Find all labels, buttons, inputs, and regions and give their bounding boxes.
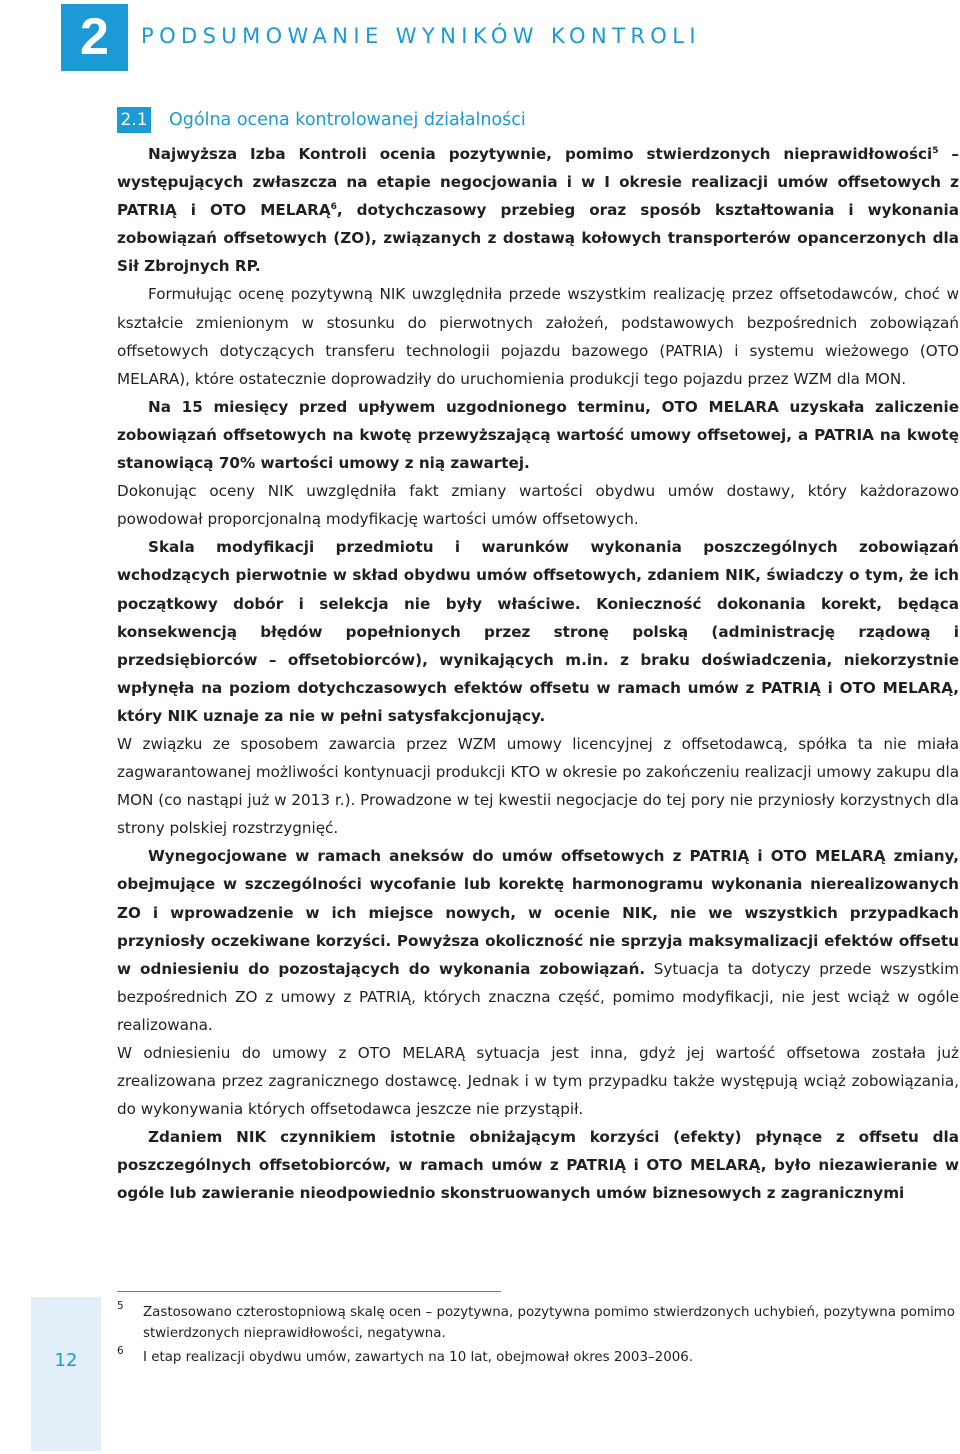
footnote-text: I etap realizacji obydwu umów, zawartych na 10 lat, obejmował okres 2003–2006. <box>143 1350 694 1365</box>
footnote-ref-6[interactable]: 6 <box>330 202 337 213</box>
footnote-mark: 6 <box>117 1345 124 1357</box>
paragraph-3: Na 15 miesięcy przed upływem uzgodnionego terminu, OTO MELARA uzyskała zaliczenie zobowiązań offsetowych na kwotę przewyższającą wartość umowy offsetowej, a PATRIA na kwotę stanowiącą 70% wartości umowy z nią zawartej. <box>117 397 959 473</box>
paragraph-5: Skala modyfikacji przedmiotu i warunków wykonania poszczególnych zobowiązań wchodzących pierwotnie w skład obydwu umów offsetowych, zdaniem NIK, świadczy o tym, że ich początkowy dobór i selekcja nie były właściwe. Konieczność dokonania korekt, będąca konsekwencją błędów popełnionych przez stronę polską (administrację rządową i przedsiębiorców – offsetobiorców), wynikających m.in. z braku doświadczenia, niekorzystnie wpłynęła na poziom dotychczasowych efektów offsetu w ramach umów z PATRIĄ i OTO MELARĄ, który NIK uznaje za nie w pełni satysfakcjonujący. <box>117 538 959 725</box>
paragraph-1: Najwyższa Izba Kontroli ocenia pozytywnie, pomimo stwierdzonych nieprawidłowości$^5$ – występujących zwłaszcza na etapie negocjowania i w I okresie realizacji umów offsetowych z PATRIĄ i OTO MELARĄ$^6$, dotychczasowy przebieg oraz sposób kształtowania i wykonania zobowiązań offsetowych (ZO), związanych z dostawą kołowych transporterów opancerzonych dla Sił Zbrojnych RP. <box>117 145 960 276</box>
paragraph-2: Formułując ocenę pozytywną NIK uwzględniła przede wszystkim realizację przez offsetodawców, choć w kształcie zmienionym w stosunku do pierwotnych założeń, podstawowych bezpośrednich zobowiązań offsetowych dotyczących transferu technologii pojazdu bazowego (PATRIA) i systemu wieżowego (OTO MELARA), które ostatecznie doprowadziły do uruchomienia produkcji tego pojazdu przez WZM dla MON. <box>117 285 959 388</box>
footnote-divider <box>117 1291 501 1292</box>
paragraph-7: Wynegocjowane w ramach aneksów do umów offsetowych z PATRIĄ i OTO MELARĄ zmiany, obejmujące w szczególności wycofanie lub korektę harmonogramu wykonania nierealizowanych ZO i wprowadzenie w ich miejsce nowych, w ocenie NIK, nie we wszystkich przypadkach przyniosły oczekiwane korzyści. Powyższa okoliczność nie sprzyja maksymalizacji efektów offsetu w odniesieniu do pozostających do wykonania zobowiązań. Sytuacja ta dotyczy przede wszystkim bezpośrednich ZO z umowy z PATRIĄ, których znaczna część, pomimo modyfikacji, nie jest wciąż w ogóle realizowana. <box>117 847 959 1034</box>
chapter-number: 2 <box>61 4 128 71</box>
footnote-6 <box>117 1347 959 1368</box>
page-number: 12 <box>54 1350 78 1371</box>
page-number-box <box>31 1297 101 1451</box>
paragraph-9: Zdaniem NIK czynnikiem istotnie obniżającym korzyści (efekty) płynące z offsetu dla poszczególnych offsetobiorców, w ramach umów z PATRIĄ i OTO MELARĄ, było niezawieranie w ogóle lub zawieranie nieodpowiednio skonstruowanych umów biznesowych z zagranicznymi <box>117 1128 959 1203</box>
paragraph-8: W odniesieniu do umowy z OTO MELARĄ sytuacja jest inna, gdyż jej wartość offsetowa została już zrealizowana przez zagranicznego dostawcę. Jednak i w tym przypadku także występują wciąż zobowiązania, do wykonywania których offsetodawca jeszcze nie przystąpił. <box>117 1044 959 1119</box>
footnote-mark: 5 <box>117 1300 124 1312</box>
chapter-title: PODSUMOWANIE WYNIKÓW KONTROLI <box>141 24 701 48</box>
body-text <box>117 140 959 1208</box>
footnote-ref-5[interactable]: 5 <box>932 145 939 156</box>
section-number: 2.1 <box>117 107 151 133</box>
paragraph-6: W związku ze sposobem zawarcia przez WZM umowy licencyjnej z offsetodawcą, spółka ta nie miała zagwarantowanej możliwości kontynuacji produkcji KTO w okresie po zakończeniu realizacji umowy zakupu dla MON (co nastąpi już w 2013 r.). Prowadzone w tej kwestii negocjacje do tej pory nie przyniosły korzystnych dla strony polskiej rozstrzygnięć. <box>117 734 959 838</box>
paragraph-4: Dokonując oceny NIK uwzględniła fakt zmiany wartości obydwu umów dostawy, który każdorazowo powodował proporcjonalną modyfikację wartości umów offsetowych. <box>117 482 959 529</box>
footnote-5 <box>117 1302 959 1344</box>
section-title: Ogólna ocena kontrolowanej działalności <box>169 110 526 130</box>
footnote-text: Zastosowano czterostopniową skalę ocen – pozytywna, pozytywna pomimo stwierdzonych uchybień, pozytywna pomimo stwierdzonych nieprawidłowości, negatywna. <box>143 1305 955 1341</box>
